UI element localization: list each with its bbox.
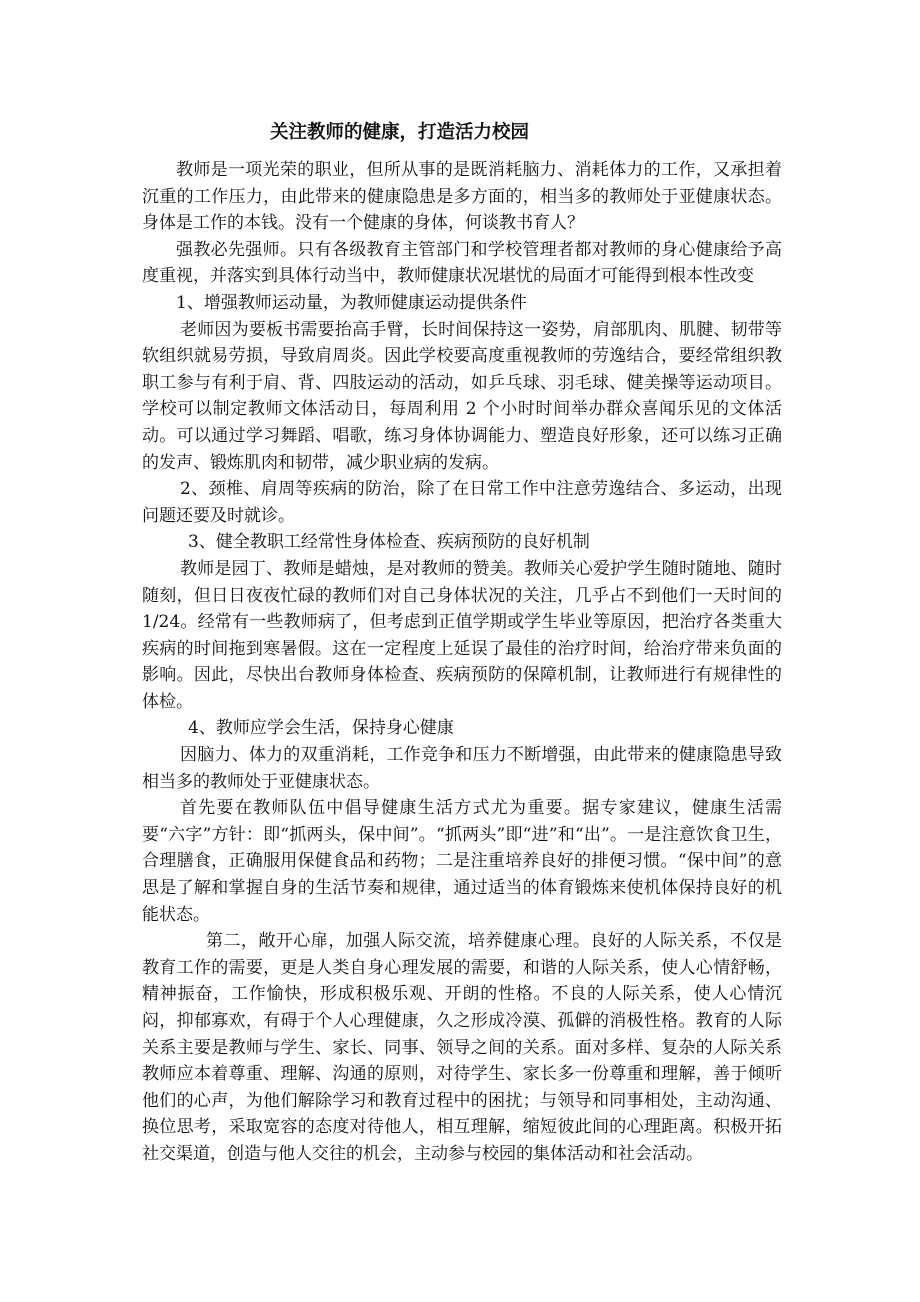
paragraph-relationships: 第二，敞开心扉，加强人际交流，培养健康心理。良好的人际关系，不仅是教育工作的需要，更是人类自身心理发展的需要，和谐的人际关系，使人心情舒畅，精神振奋，工作愉快，形成积极乐观、开朗的性格。不良的人际关系，使人心情沉闷，抑郁寡欢，有碍于个人心理健康，久之形成冷漠、孤僻的消极性格。教育的人际关系主要是教师与学生、家长、同事、领导之间的关系。面对多样、复杂的人际关系教师应本着尊重、理解、沟通的原则，对待学生、家长多一份尊重和理解，善于倾听他们的心声，为他们解除学习和教育过程中的困扰；与领导和同事相处，主动沟通、换位思考，采取宽容的态度对待他人，相互理解，缩短彼此间的心理距离。积极开拓社交渠道，创造与他人交往的机会，主动参与校园的集体活动和社会活动。 [142,931,782,1164]
section-heading-1: 1、增强教师运动量，为教师健康运动提供条件 [176,292,527,313]
paragraph-strong-teachers: 强教必先强师。只有各级教育主管部门和学校管理者都对教师的身心健康给予高度重视，并落实到具体行动当中，教师健康状况堪忧的局面才可能得到根本性改变 [142,239,782,287]
paragraph-sub-health: 因脑力、体力的双重消耗，工作竞争和压力不断增强，由此带来的健康隐患导致相当多的教师处于亚健康状态。 [142,745,782,792]
section-heading-2: 2、颈椎、肩周等疾病的防治，除了在日常工作中注意劳逸结合、多运动，出现问题还要及时就诊。 [142,479,782,526]
document-page [142,118,782,1168]
section-heading-3: 3、健全教职工经常性身体检查、疾病预防的良好机制 [188,532,590,553]
paragraph-lifestyle: 首先要在教师队伍中倡导健康生活方式尤为重要。据专家建议，健康生活需要“六字”方针：即“抓两头，保中间”。“抓两头”即“进”和“出”。一是注意饮食卫生，合理膳食，正确服用保健食品和药物；二是注重培养良好的排便习惯。“保中间”的意思是了解和掌握自身的生活节奏和规律，通过适当的体育锻炼来使机体保持良好的机能状态。 [142,798,782,925]
paragraph-checkups: 教师是园丁、教师是蜡烛，是对教师的赞美。教师关心爱护学生随时随地、随时随刻，但日日夜夜忙碌的教师们对自己身体状况的关注，几乎占不到他们一天时间的 1/24。经常有一些教师病了，但考虑到正值学期或学生毕业等原因，把治疗各类重大疾病的时间拖到寒暑假。这在一定程度上延误了最佳的治疗时间，给治疗带来负面的影响。因此，尽快出台教师身体检查、疾病预防的保障机制，让教师进行有规律性的体检。 [142,558,782,712]
paragraph-intro: 教师是一项光荣的职业，但所从事的是既消耗脑力、消耗体力的工作，又承担着沉重的工作压力，由此带来的健康隐患是多方面的，相当多的教师处于亚健康状态。身体是工作的本钱。没有一个健康的身体，何谈教书育人？ [142,160,782,234]
paragraph-exercise: 老师因为要板书需要抬高手臂，长时间保持这一姿势，肩部肌肉、肌腱、韧带等软组织就易劳损，导致肩周炎。因此学校要高度重视教师的劳逸结合，要经常组织教职工参与有利于肩、背、四肢运动的活动，如乒乓球、羽毛球、健美操等运动项目。学校可以制定教师文体活动日，每周利用 2 个小时时间举办群众喜闻乐见的文体活动。可以通过学习舞蹈、唱歌，练习身体协调能力、塑造良好形象，还可以练习正确的发声、锻炼肌肉和韧带，减少职业病的发病。 [142,319,782,473]
section-heading-4: 4、教师应学会生活，保持身心健康 [188,718,454,739]
document-title: 关注教师的健康，打造活力校园 [270,122,530,143]
